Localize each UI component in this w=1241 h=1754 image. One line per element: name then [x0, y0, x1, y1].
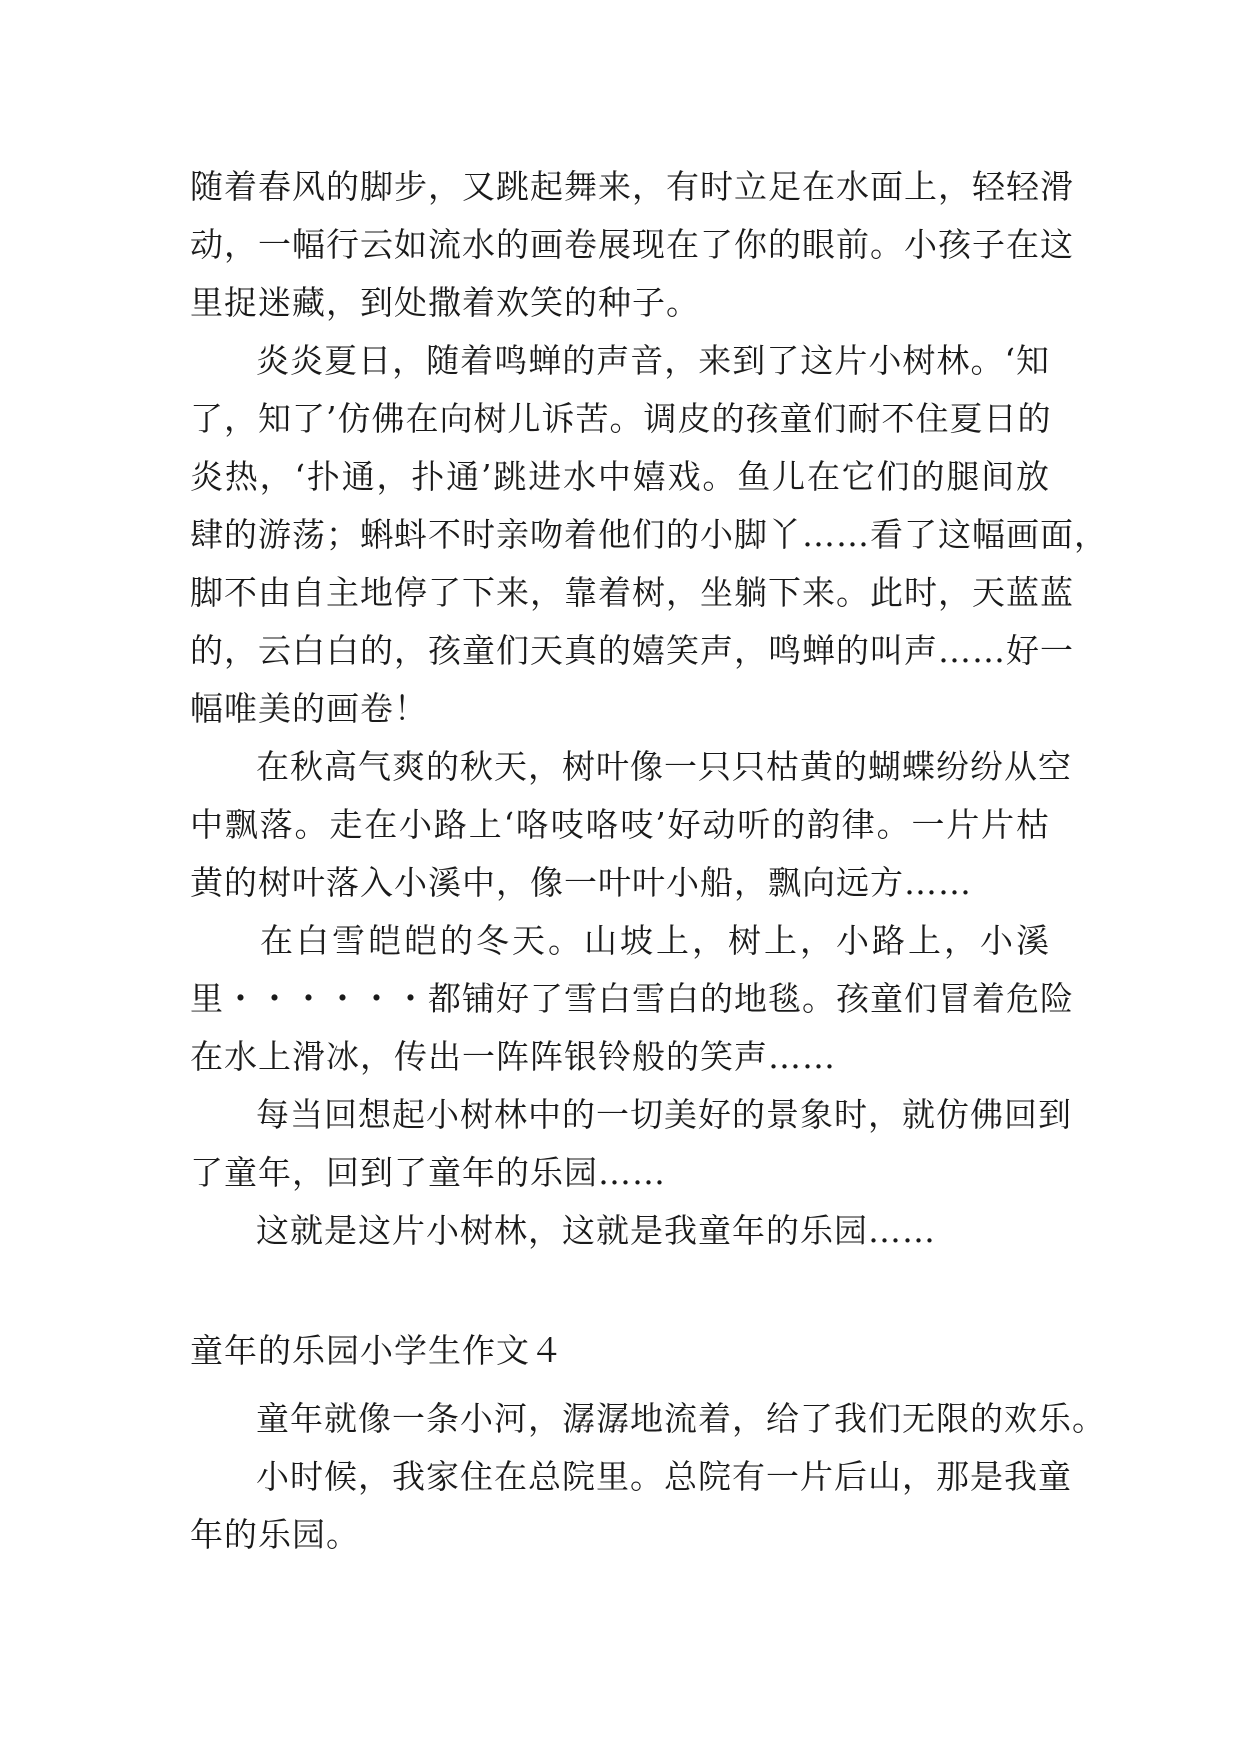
text-line-5: 了，知了’仿佛在向树儿诉苦。调皮的孩童们耐不住夏日的: [190, 399, 1052, 438]
text-line-2: 动，一幅行云如流水的画卷展现在了你的眼前。小孩子在这: [190, 225, 1074, 264]
text-line-19: 这就是这片小树林，这就是我童年的乐园……: [256, 1211, 936, 1250]
section-heading: 童年的乐园小学生作文４: [190, 1331, 564, 1370]
text-line-18: 了童年，回到了童年的乐园……: [190, 1153, 666, 1192]
text-line-1: 随着春风的脚步，又跳起舞来，有时立足在水面上，轻轻滑: [190, 167, 1074, 206]
text-line-8: 脚不由自主地停了下来，靠着树，坐躺下来。此时，天蓝蓝: [190, 573, 1074, 612]
text-line-14: 在白雪皑皑的冬天。山坡上，树上，小路上，小溪: [260, 921, 1050, 960]
text-line-22: 年的乐园。: [190, 1515, 360, 1554]
text-line-16: 在水上滑冰，传出一阵阵银铃般的笑声……: [190, 1037, 836, 1076]
text-line-15: 里・・・・・・都铺好了雪白雪白的地毯。孩童们冒着危险: [190, 979, 1074, 1018]
text-line-12: 中飘落。走在小路上‘咯吱咯吱’好动听的韵律。一片片枯: [190, 805, 1050, 844]
text-line-13: 黄的树叶落入小溪中，像一叶叶小船，飘向远方……: [190, 863, 972, 902]
text-line-4: 炎炎夏日，随着鸣蝉的声音，来到了这片小树林。‘知: [256, 341, 1050, 380]
text-line-6: 炎热，‘扑通，扑通’跳进水中嬉戏。鱼儿在它们的腿间放: [190, 457, 1050, 496]
text-line-20: 童年就像一条小河，潺潺地流着，给了我们无限的欢乐。: [256, 1399, 1106, 1438]
text-line-7: 肆的游荡；蝌蚪不时亲吻着他们的小脚丫……看了这幅画面，: [190, 515, 1108, 554]
text-line-11: 在秋高气爽的秋天，树叶像一只只枯黄的蝴蝶纷纷从空: [256, 747, 1072, 786]
text-line-10: 幅唯美的画卷！: [190, 689, 428, 728]
text-line-3: 里捉迷藏，到处撒着欢笑的种子。: [190, 283, 700, 322]
text-line-21: 小时候，我家住在总院里。总院有一片后山，那是我童: [256, 1457, 1072, 1496]
text-line-17: 每当回想起小树林中的一切美好的景象时，就仿佛回到: [256, 1095, 1072, 1134]
text-line-9: 的，云白白的，孩童们天真的嬉笑声，鸣蝉的叫声……好一: [190, 631, 1074, 670]
